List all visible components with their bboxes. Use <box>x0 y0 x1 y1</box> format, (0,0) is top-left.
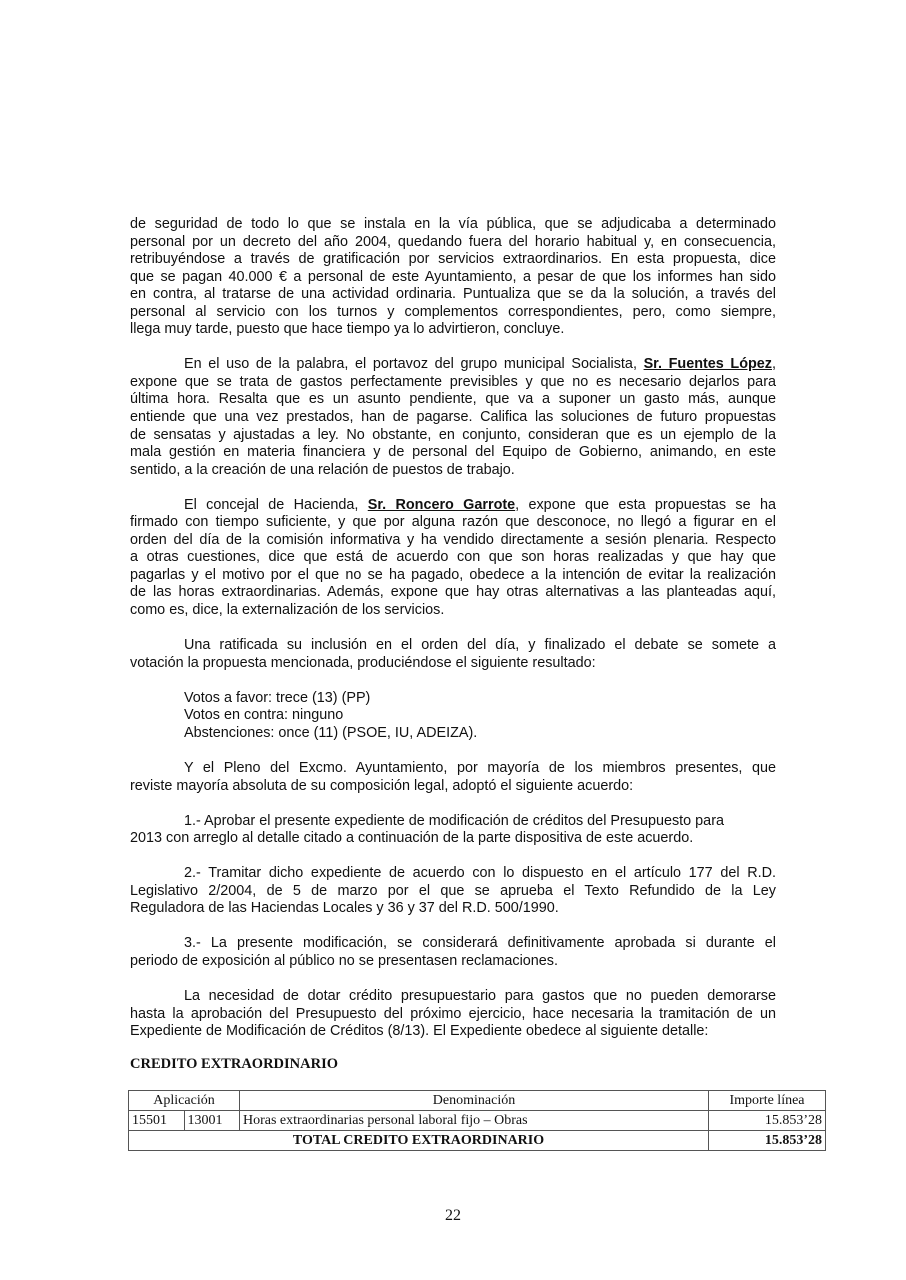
text-line: El concejal de Hacienda, Sr. Roncero Garrote, expone que esta propuestas se ha <box>184 496 776 513</box>
text-line: orden del día de la comisión informativa y ha vendido directamente a sesión plenaria. Respecto <box>130 531 776 548</box>
cell-economica: 13001 <box>184 1111 240 1131</box>
table-total-row <box>129 1131 826 1151</box>
text-line: hasta la aprobación del Presupuesto del próximo ejercicio, hace necesaria la tramitación de un <box>130 1005 776 1022</box>
paragraph <box>130 760 776 795</box>
text-line: Votos a favor: trece (13) (PP) <box>184 689 371 706</box>
total-importe: 15.853’28 <box>709 1131 826 1151</box>
header-denominacion: Denominación <box>240 1091 709 1111</box>
text-line: La necesidad de dotar crédito presupuestario para gastos que no pueden demorarse <box>184 988 776 1005</box>
text-line: a otras cuestiones, dice que está de acuerdo con que son horas realizadas y que hay que <box>130 549 776 566</box>
text-line: Expediente de Modificación de Créditos (8/13). El Expediente obedece al siguiente detalle: <box>130 1023 709 1040</box>
text-line: en contra, al tratarse de una actividad ordinaria. Puntualiza que se da la solución, a través del <box>130 286 776 303</box>
text-line: como es, dice, la externalización de los servicios. <box>130 602 445 619</box>
text-line: Reguladora de las Haciendas Locales y 36 y 37 del R.D. 500/1990. <box>130 900 559 917</box>
text-line: entiende que una vez prestados, han de pagarse. Califica las soluciones de futuro propuestas <box>130 409 776 426</box>
paragraph <box>130 637 776 672</box>
text-line: periodo de exposición al público no se presentasen reclamaciones. <box>130 952 558 969</box>
text-line: Legislativo 2/2004, de 5 de marzo por el que se aprueba el Texto Refundido de la Ley <box>130 882 776 899</box>
text-line: Y el Pleno del Excmo. Ayuntamiento, por mayoría de los miembros presentes, que <box>184 759 776 776</box>
paragraph <box>130 813 776 848</box>
text-line: firmado con tiempo suficiente, y que por alguna razón que desconoce, no llegó a figurar en el <box>130 514 776 531</box>
text-line: de las horas extraordinarias. Además, expone que hay otras alternativas a las planteadas aquí, <box>130 584 776 601</box>
text-line: votación la propuesta mencionada, produciéndose el siguiente resultado: <box>130 654 596 671</box>
total-label: TOTAL CREDITO EXTRAORDINARIO <box>129 1131 709 1151</box>
text-line: Abstenciones: once (11) (PSOE, IU, ADEIZA). <box>184 724 478 741</box>
paragraph <box>130 216 776 339</box>
document-body <box>130 216 776 1058</box>
table-header-row <box>129 1091 826 1111</box>
cell-denominacion: Horas extraordinarias personal laboral fijo – Obras <box>240 1111 709 1131</box>
paragraph <box>130 865 776 918</box>
text-line: expone que se trata de gastos perfectamente previsibles y que no es necesario dejarlos para <box>130 373 776 390</box>
paragraph <box>130 356 776 479</box>
text-line: En el uso de la palabra, el portavoz del grupo municipal Socialista, Sr. Fuentes López, <box>184 356 776 373</box>
text-line: 1.- Aprobar el presente expediente de modificación de créditos del Presupuesto para <box>184 812 724 829</box>
text-line: Votos en contra: ninguno <box>184 707 344 724</box>
text-line: retribuyéndose a través de gratificación por servicios extraordinarios. En esta propuesta, dice <box>130 251 776 268</box>
text-line: personal por un decreto del año 2004, quedando fuera del horario habitual y, en consecuencia, <box>130 233 776 250</box>
paragraph <box>130 497 776 620</box>
text-line: pagarlas y el motivo por el que no se ha pagado, obedece a la intención de evitar la realización <box>130 566 776 583</box>
text-line: de sensatas y ajustadas a ley. No obstante, en conjunto, consideran que es un ejemplo de la <box>130 426 776 443</box>
credit-table <box>128 1090 826 1151</box>
text-line: personal al servicio con los turnos y complementos correspondientes, pero, como siempre, <box>130 303 776 320</box>
speaker-name: Sr. Fuentes López <box>643 356 772 373</box>
cell-programa: 15501 <box>129 1111 185 1131</box>
paragraph <box>130 935 776 970</box>
text-line: 3.- La presente modificación, se considerará definitivamente aprobada si durante el <box>184 935 776 952</box>
section-heading: CREDITO EXTRAORDINARIO <box>130 1056 338 1072</box>
text-line: 2.- Tramitar dicho expediente de acuerdo con lo dispuesto en el artículo 177 del R.D. <box>184 865 776 882</box>
header-importe: Importe línea <box>709 1091 826 1111</box>
table-row <box>129 1111 826 1131</box>
text-line: mala gestión en materia financiera y de personal del Equipo de Gobierno, animando, en este <box>130 444 776 461</box>
text-line: que se pagan 40.000 € a personal de este Ayuntamiento, a pesar de que los informes han sido <box>130 268 776 285</box>
text-line: sentido, a la creación de una relación de puestos de trabajo. <box>130 461 515 478</box>
text-line: reviste mayoría absoluta de su composición legal, adoptó el siguiente acuerdo: <box>130 777 634 794</box>
text-line: última hora. Resalta que es un asunto pendiente, que va a suponer un gasto más, aunque <box>130 391 776 408</box>
text-line: Una ratificada su inclusión en el orden del día, y finalizado el debate se somete a <box>184 637 776 654</box>
paragraph <box>130 988 776 1041</box>
text-line: 2013 con arreglo al detalle citado a continuación de la parte dispositiva de este acuerdo. <box>130 830 694 847</box>
text-line: de seguridad de todo lo que se instala en la vía pública, que se adjudicaba a determinado <box>130 216 776 232</box>
header-aplicacion: Aplicación <box>129 1091 240 1111</box>
text-line: llega muy tarde, puesto que hace tiempo ya lo advirtieron, concluye. <box>130 321 565 338</box>
cell-importe: 15.853’28 <box>709 1111 826 1131</box>
speaker-name: Sr. Roncero Garrote <box>367 496 516 513</box>
paragraph <box>130 690 776 743</box>
page-number: 22 <box>445 1207 461 1224</box>
